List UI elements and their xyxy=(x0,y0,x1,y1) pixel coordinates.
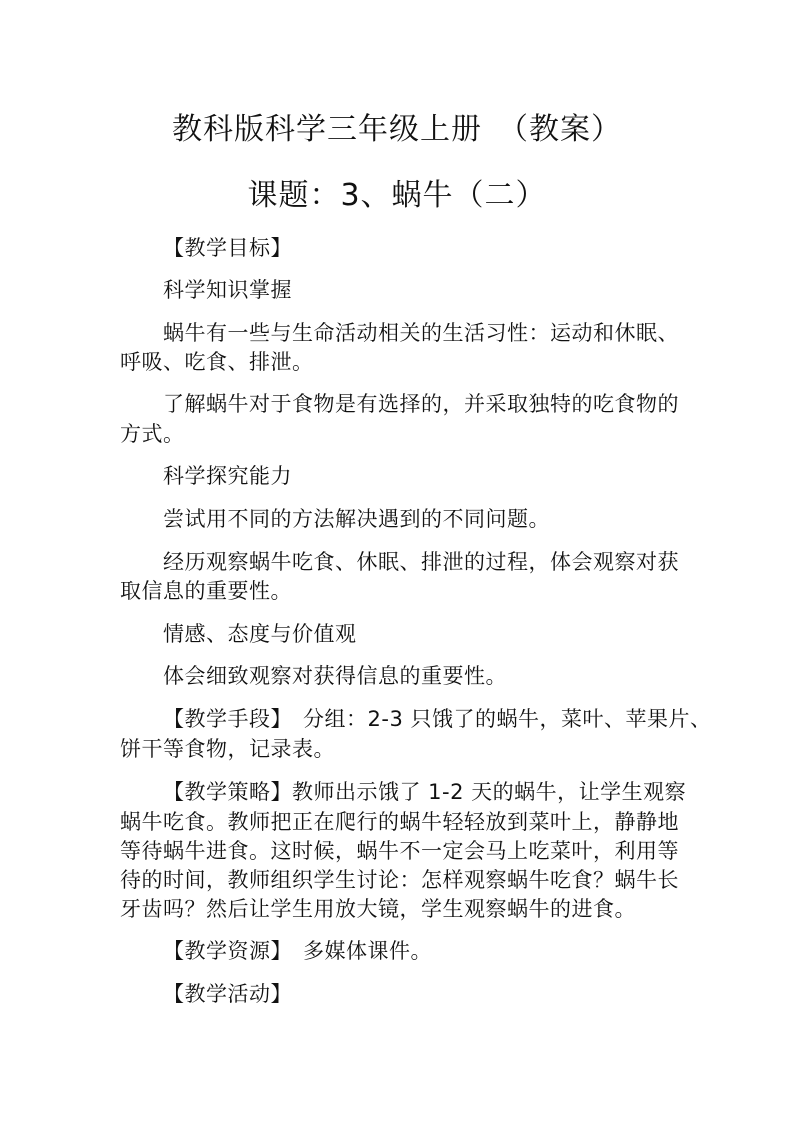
subheading-attitude: 情感、态度与价值观 xyxy=(163,622,357,646)
paragraph-line: 饼干等食物，记录表。 xyxy=(120,737,335,761)
section-teaching-resources: 【教学资源】 多媒体课件。 xyxy=(163,939,432,963)
subheading-inquiry: 科学探究能力 xyxy=(163,464,292,488)
paragraph-line: 经历观察蜗牛吃食、休眠、排泄的过程，体会观察对获 xyxy=(163,550,679,574)
paragraph-line: 体会细致观察对获得信息的重要性。 xyxy=(163,664,507,688)
section-heading-teaching-goals: 【教学目标】 xyxy=(163,236,292,260)
paragraph-line: 尝试用不同的方法解决遇到的不同问题。 xyxy=(163,507,550,531)
lesson-subtitle: 课题：3、蜗牛（二） xyxy=(247,178,547,213)
paragraph-line: 蜗牛吃食。教师把正在爬行的蜗牛轻轻放到菜叶上，静静地 xyxy=(120,810,679,834)
document-title: 教科版科学三年级上册 （教案） xyxy=(172,112,622,147)
paragraph-line: 呼吸、吃食、排泄。 xyxy=(120,350,314,374)
paragraph-line: 牙齿吗？然后让学生用放大镜，学生观察蜗牛的进食。 xyxy=(120,897,636,921)
section-teaching-activities: 【教学活动】 xyxy=(163,982,292,1006)
subheading-knowledge: 科学知识掌握 xyxy=(163,278,292,302)
paragraph-line: 待的时间，教师组织学生讨论：怎样观察蜗牛吃食？蜗牛长 xyxy=(120,868,679,892)
paragraph-line: 蜗牛有一些与生命活动相关的生活习性：运动和休眠、 xyxy=(163,321,679,345)
paragraph-line: 取信息的重要性。 xyxy=(120,579,292,603)
paragraph-line: 方式。 xyxy=(120,422,185,446)
paragraph-line: 等待蜗牛进食。这时候，蜗牛不一定会马上吃菜叶，利用等 xyxy=(120,839,679,863)
section-teaching-strategy: 【教学策略】教师出示饿了 1-2 天的蜗牛，让学生观察 xyxy=(163,780,687,804)
section-teaching-means: 【教学手段】 分组：2-3 只饿了的蜗牛，菜叶、苹果片、 xyxy=(163,707,712,731)
paragraph-line: 了解蜗牛对于食物是有选择的，并采取独特的吃食物的 xyxy=(163,392,679,416)
